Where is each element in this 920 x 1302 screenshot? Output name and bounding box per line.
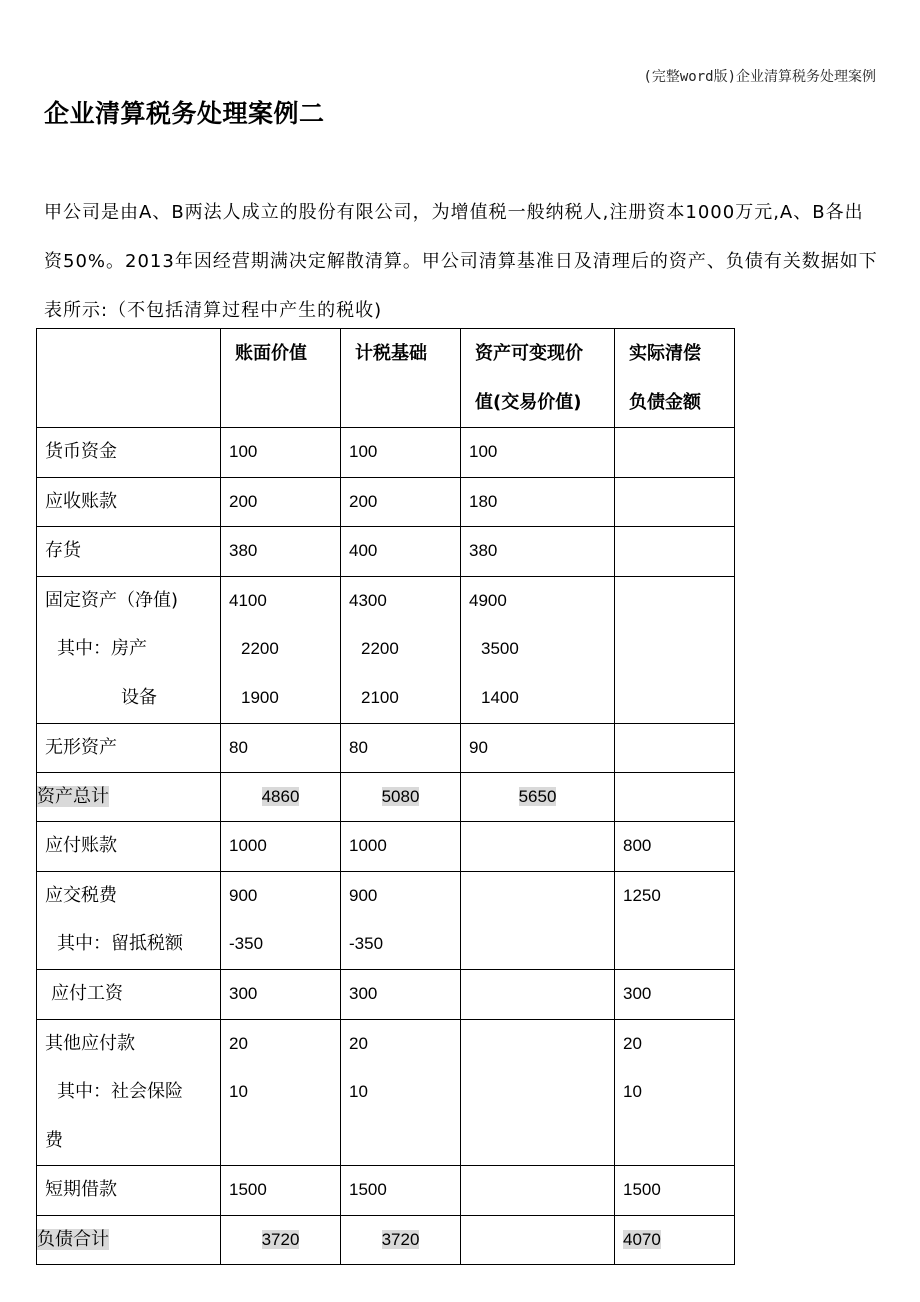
cell-realizable [461, 871, 615, 969]
cell-paid [615, 723, 735, 773]
cell-paid [615, 773, 735, 822]
cell-paid [615, 428, 735, 478]
cell-book: 1000 [221, 822, 341, 872]
cell-book: 3720 [221, 1215, 341, 1264]
cell-paid: 1500 [615, 1166, 735, 1216]
cell-book: 380 [221, 527, 341, 577]
col-header-liability-paid: 实际清偿 负债金额 [615, 329, 735, 428]
cell-realizable [461, 969, 615, 1019]
row-label: 短期借款 [37, 1166, 221, 1216]
cell-tax: 1500 [341, 1166, 461, 1216]
cell-tax: 400 [341, 527, 461, 577]
cell-tax: 5080 [341, 773, 461, 822]
row-label: 负债合计 [37, 1215, 221, 1264]
cell-realizable: 180 [461, 477, 615, 527]
table-header-row [37, 329, 735, 428]
row-label: 资产总计 [37, 773, 221, 822]
col-header-book-value: 账面价值 [221, 329, 341, 428]
row-label: 应收账款 [37, 477, 221, 527]
document-title: 企业清算税务处理案例二 [44, 99, 325, 128]
row-label: 存货 [37, 527, 221, 577]
col-header-realizable-value: 资产可变现价 值(交易价值) [461, 329, 615, 428]
cell-paid: 800 [615, 822, 735, 872]
cell-realizable: 5650 [461, 773, 615, 822]
cell-tax: 900 -350 [341, 871, 461, 969]
table-row [37, 428, 735, 478]
table-row [37, 723, 735, 773]
cell-book: 200 [221, 477, 341, 527]
cell-paid [615, 527, 735, 577]
header-empty-cell [37, 329, 221, 428]
cell-realizable: 100 [461, 428, 615, 478]
row-label: 货币资金 [37, 428, 221, 478]
cell-realizable: 90 [461, 723, 615, 773]
table-row-liability-total [37, 1215, 735, 1264]
cell-tax: 80 [341, 723, 461, 773]
row-label: 应付工资 [37, 969, 221, 1019]
cell-book: 100 [221, 428, 341, 478]
liquidation-table [36, 328, 735, 1265]
cell-paid: 1250 [615, 871, 735, 969]
table-row [37, 1166, 735, 1216]
table-row-fixed-assets [37, 576, 735, 723]
intro-paragraph: 甲公司是由A、B两法人成立的股份有限公司，为增值税一般纳税人,注册资本1000万元,A、B各出资50%。2013年因经营期满决定解散清算。甲公司清算基准日及清理后的资产、负债有关数据如下表所示:（不包括清算过程中产生的税收) [44, 202, 878, 321]
document-header: (完整word版)企业清算税务处理案例 [643, 69, 876, 85]
cell-book: 300 [221, 969, 341, 1019]
table-row-asset-total [37, 773, 735, 822]
cell-paid: 300 [615, 969, 735, 1019]
cell-book: 4860 [221, 773, 341, 822]
cell-realizable [461, 1166, 615, 1216]
cell-tax: 100 [341, 428, 461, 478]
cell-realizable [461, 1019, 615, 1166]
cell-tax: 3720 [341, 1215, 461, 1264]
cell-book: 1500 [221, 1166, 341, 1216]
cell-book: 900 -350 [221, 871, 341, 969]
row-label: 其他应付款 其中：社会保险 费 [37, 1019, 221, 1166]
row-label: 无形资产 [37, 723, 221, 773]
cell-realizable [461, 1215, 615, 1264]
row-label: 应交税费 其中：留抵税额 [37, 871, 221, 969]
cell-realizable [461, 822, 615, 872]
cell-book: 20 10 [221, 1019, 341, 1166]
cell-realizable: 4900 3500 1400 [461, 576, 615, 723]
cell-tax: 4300 2200 2100 [341, 576, 461, 723]
cell-paid: 4070 [615, 1215, 735, 1264]
row-label: 应付账款 [37, 822, 221, 872]
cell-paid [615, 576, 735, 723]
col-header-tax-basis: 计税基础 [341, 329, 461, 428]
cell-paid [615, 477, 735, 527]
cell-tax: 300 [341, 969, 461, 1019]
table-row [37, 969, 735, 1019]
table-row-taxes [37, 871, 735, 969]
table-row [37, 822, 735, 872]
table-row [37, 527, 735, 577]
cell-tax: 20 10 [341, 1019, 461, 1166]
row-label: 固定资产（净值) 其中：房产 设备 [37, 576, 221, 723]
cell-book: 80 [221, 723, 341, 773]
cell-tax: 200 [341, 477, 461, 527]
table-row-other-payables [37, 1019, 735, 1166]
cell-realizable: 380 [461, 527, 615, 577]
cell-tax: 1000 [341, 822, 461, 872]
cell-book: 4100 2200 1900 [221, 576, 341, 723]
table-row [37, 477, 735, 527]
cell-paid: 20 10 [615, 1019, 735, 1166]
